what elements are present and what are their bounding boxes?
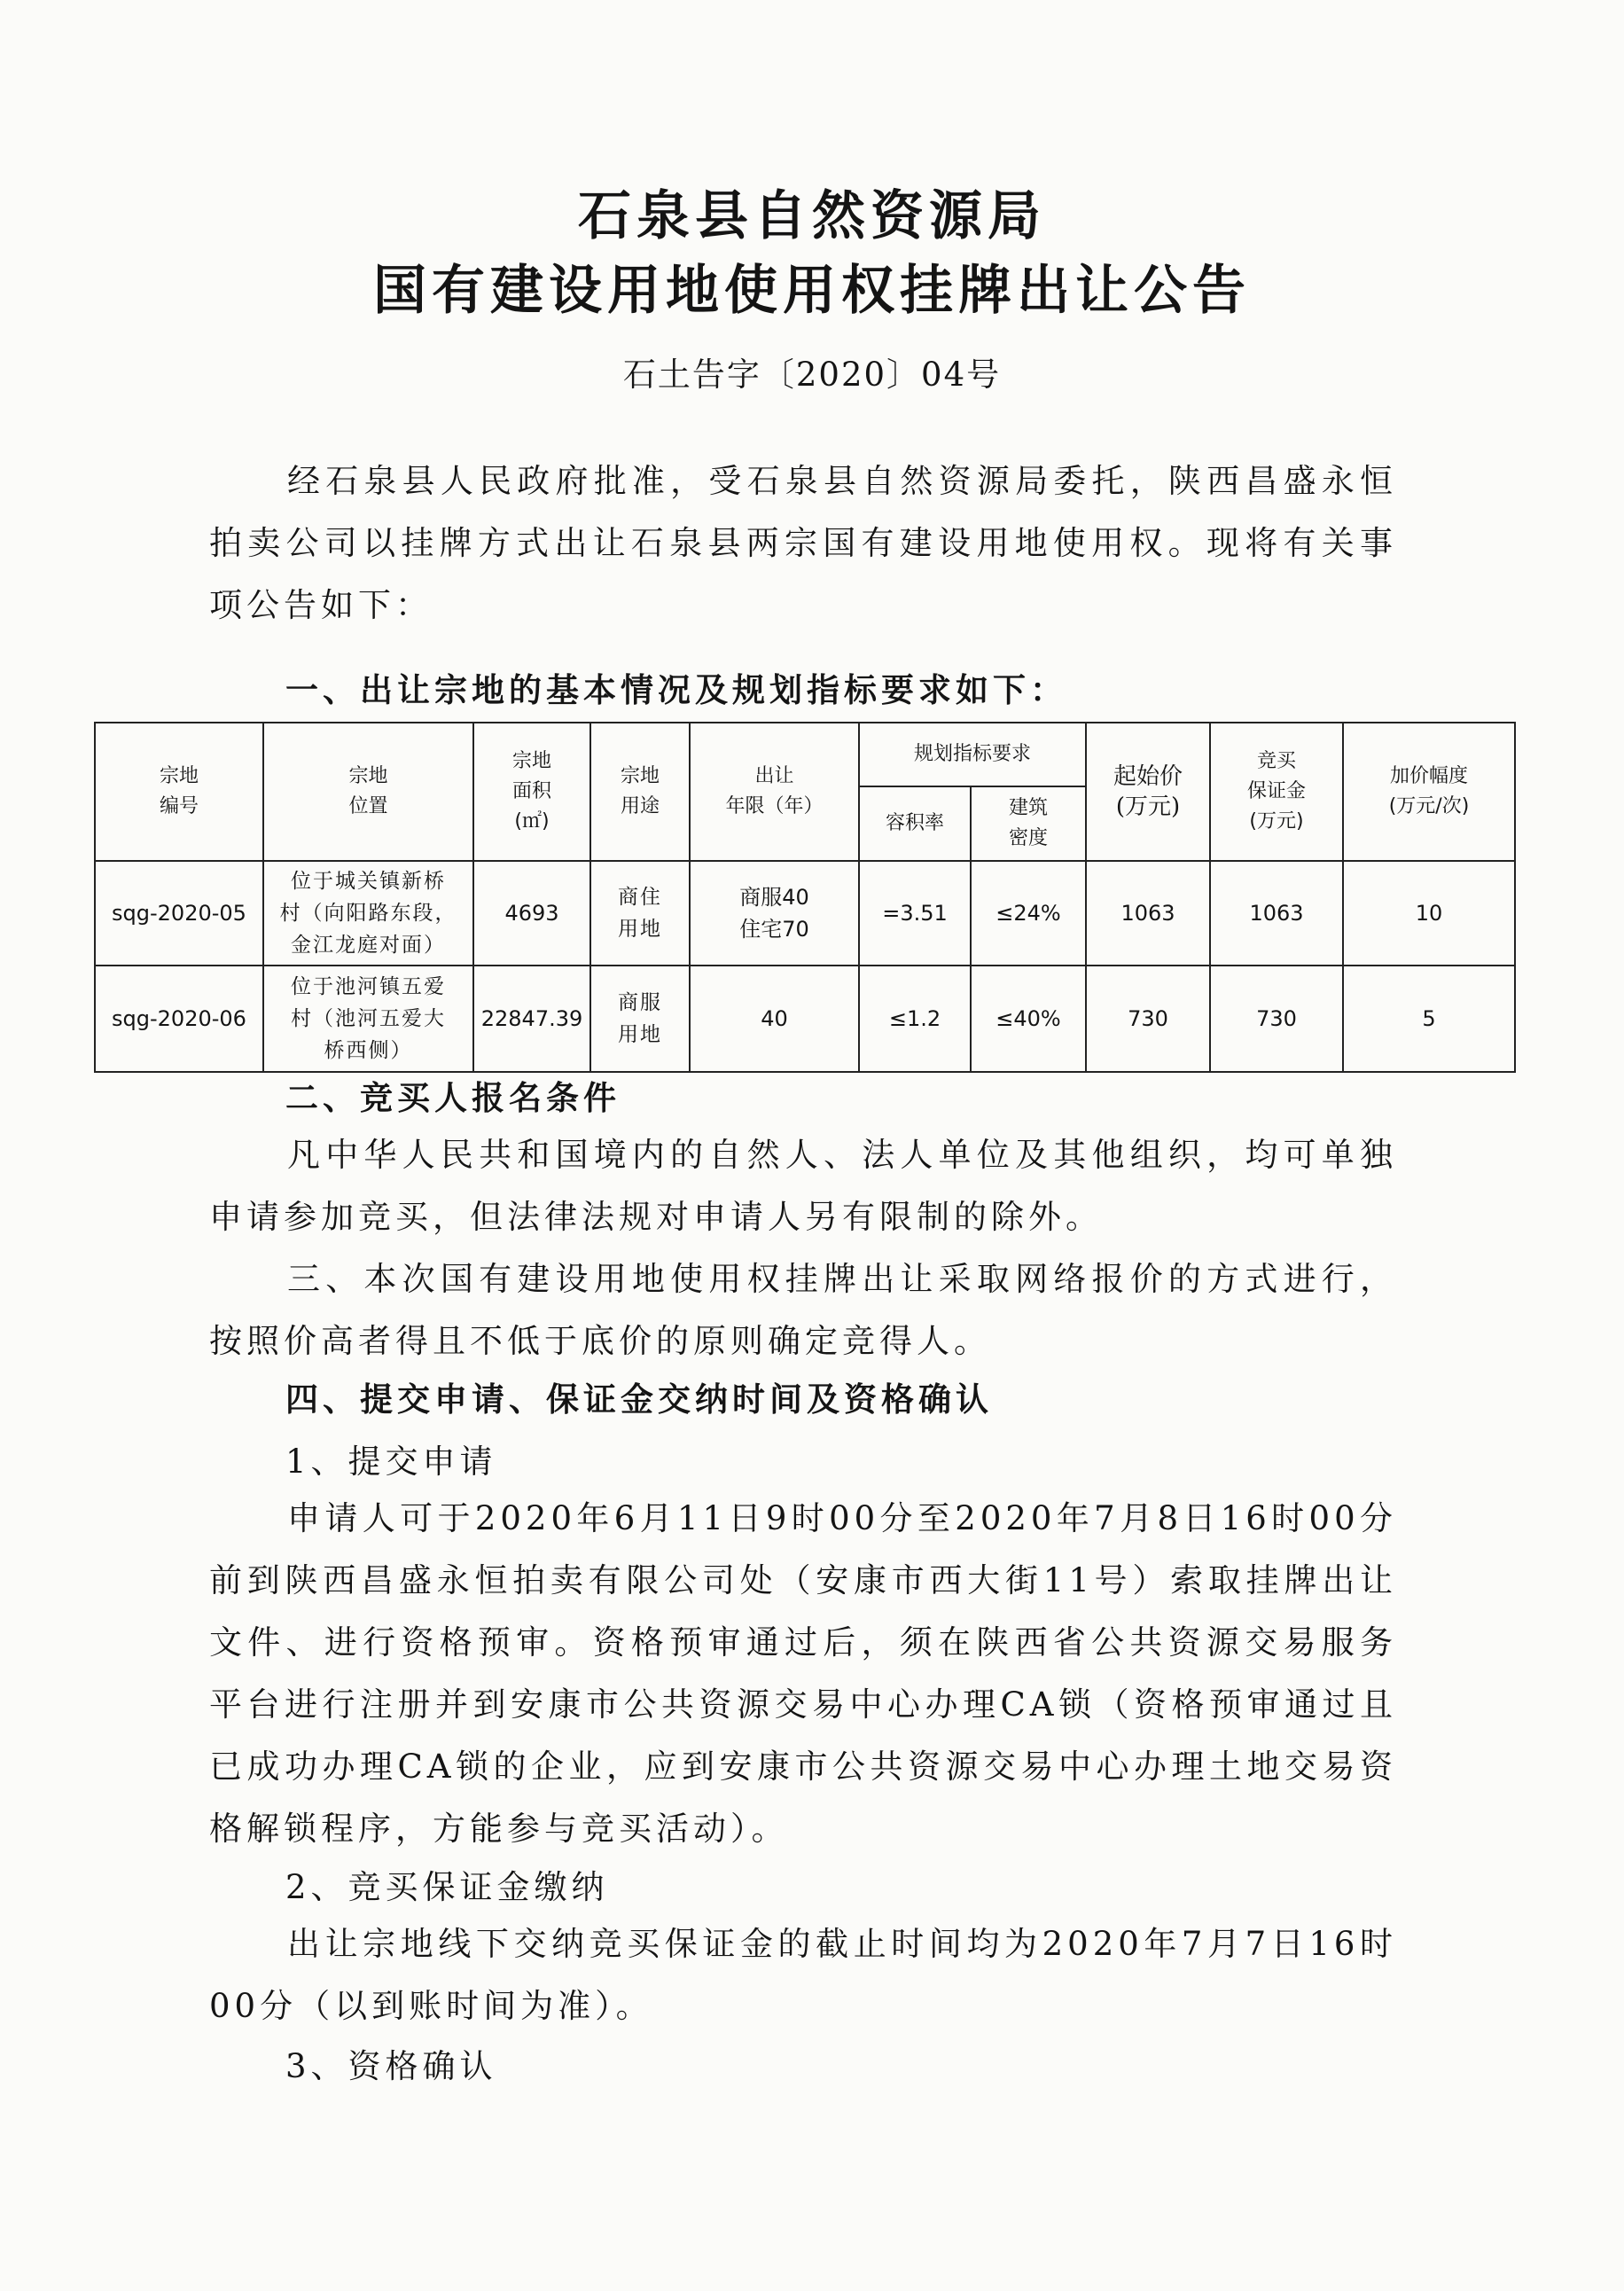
section3-paragraph: 三、本次国有建设用地使用权挂牌出让采取网络报价的方式进行，按照价高者得且不低于底价的原则确定竞得人。	[209, 1260, 1397, 1360]
header-parcel-no: 宗地 编号	[95, 723, 263, 861]
header-use: 宗地 用途	[590, 723, 690, 861]
cell-use: 商服 用地	[590, 966, 690, 1072]
table-row	[95, 966, 1515, 1072]
cell-far: ≤1.2	[859, 966, 971, 1072]
cell-use: 商住 用地	[590, 861, 690, 966]
land-parcel-table	[94, 722, 1516, 1073]
subsection2-paragraph: 出让宗地线下交纳竞买保证金的截止时间均为2020年7月7日16时00分（以到账时间为准）。	[209, 1925, 1397, 2025]
cell-increment: 5	[1343, 966, 1515, 1072]
header-location: 宗地 位置	[263, 723, 473, 861]
section2-heading: 二、竞买人报名条件	[285, 1078, 621, 1117]
header-deposit: 竞买 保证金 (万元)	[1210, 723, 1343, 861]
intro-paragraph: 经石泉县人民政府批准，受石泉县自然资源局委托，陕西昌盛永恒拍卖公司以挂牌方式出让石泉县两宗国有建设用地使用权。现将有关事项公告如下：	[209, 462, 1397, 624]
section2-paragraph: 凡中华人民共和国境内的自然人、法人单位及其他组织，均可单独申请参加竞买，但法律法规对申请人另有限制的除外。	[209, 1136, 1397, 1236]
cell-deposit: 1063	[1210, 861, 1343, 966]
cell-parcel-no: sqg-2020-06	[95, 966, 263, 1072]
document-title-line1: 石泉县自然资源局	[578, 185, 1046, 247]
header-density: 建筑 密度	[971, 786, 1086, 861]
subsection1-paragraph: 申请人可于2020年6月11日9时00分至2020年7月8日16时00分前到陕西昌盛永恒拍卖有限公司处（安康市西大街11号）索取挂牌出让文件、进行资格预审。资格预审通过后，须在陕西省公共资源交易服务平台进行注册并到安康市公共资源交易中心办理CA锁（资格预审通过且已成功办理CA锁的企业，应到安康市公共资源交易中心办理土地交易资格解锁程序，方能参与竞买活动）。	[209, 1499, 1397, 1848]
cell-location: 位于城关镇新桥 村（向阳路东段， 金江龙庭对面）	[263, 861, 473, 966]
subsection2-heading: 2、竞买保证金缴纳	[285, 1868, 609, 1906]
cell-parcel-no: sqg-2020-05	[95, 861, 263, 966]
cell-area: 22847.39	[473, 966, 590, 1072]
document-title-line2: 国有建设用地使用权挂牌出让公告	[373, 260, 1251, 322]
table-row	[95, 861, 1515, 966]
cell-area: 4693	[473, 861, 590, 966]
header-planning: 规划指标要求	[859, 723, 1086, 786]
cell-deposit: 730	[1210, 966, 1343, 1072]
header-start-price: 起始价 (万元)	[1086, 723, 1210, 861]
cell-increment: 10	[1343, 861, 1515, 966]
cell-term: 40	[690, 966, 859, 1072]
cell-density: ≤40%	[971, 966, 1086, 1072]
document-number: 石土告字〔2020〕04号	[622, 356, 1002, 394]
cell-location: 位于池河镇五爱 村（池河五爱大 桥西侧）	[263, 966, 473, 1072]
section1-heading: 一、出让宗地的基本情况及规划指标要求如下：	[285, 670, 1067, 709]
cell-far: =3.51	[859, 861, 971, 966]
cell-density: ≤24%	[971, 861, 1086, 966]
cell-start-price: 730	[1086, 966, 1210, 1072]
section4-heading: 四、提交申请、保证金交纳时间及资格确认	[285, 1380, 993, 1419]
header-area: 宗地 面积 (㎡)	[473, 723, 590, 861]
header-far: 容积率	[859, 786, 971, 861]
subsection3-heading: 3、资格确认	[285, 2047, 497, 2085]
header-increment: 加价幅度 (万元/次)	[1343, 723, 1515, 861]
cell-term: 商服40 住宅70	[690, 861, 859, 966]
cell-start-price: 1063	[1086, 861, 1210, 966]
subsection1-heading: 1、提交申请	[285, 1443, 497, 1481]
header-term: 出让 年限（年）	[690, 723, 859, 861]
